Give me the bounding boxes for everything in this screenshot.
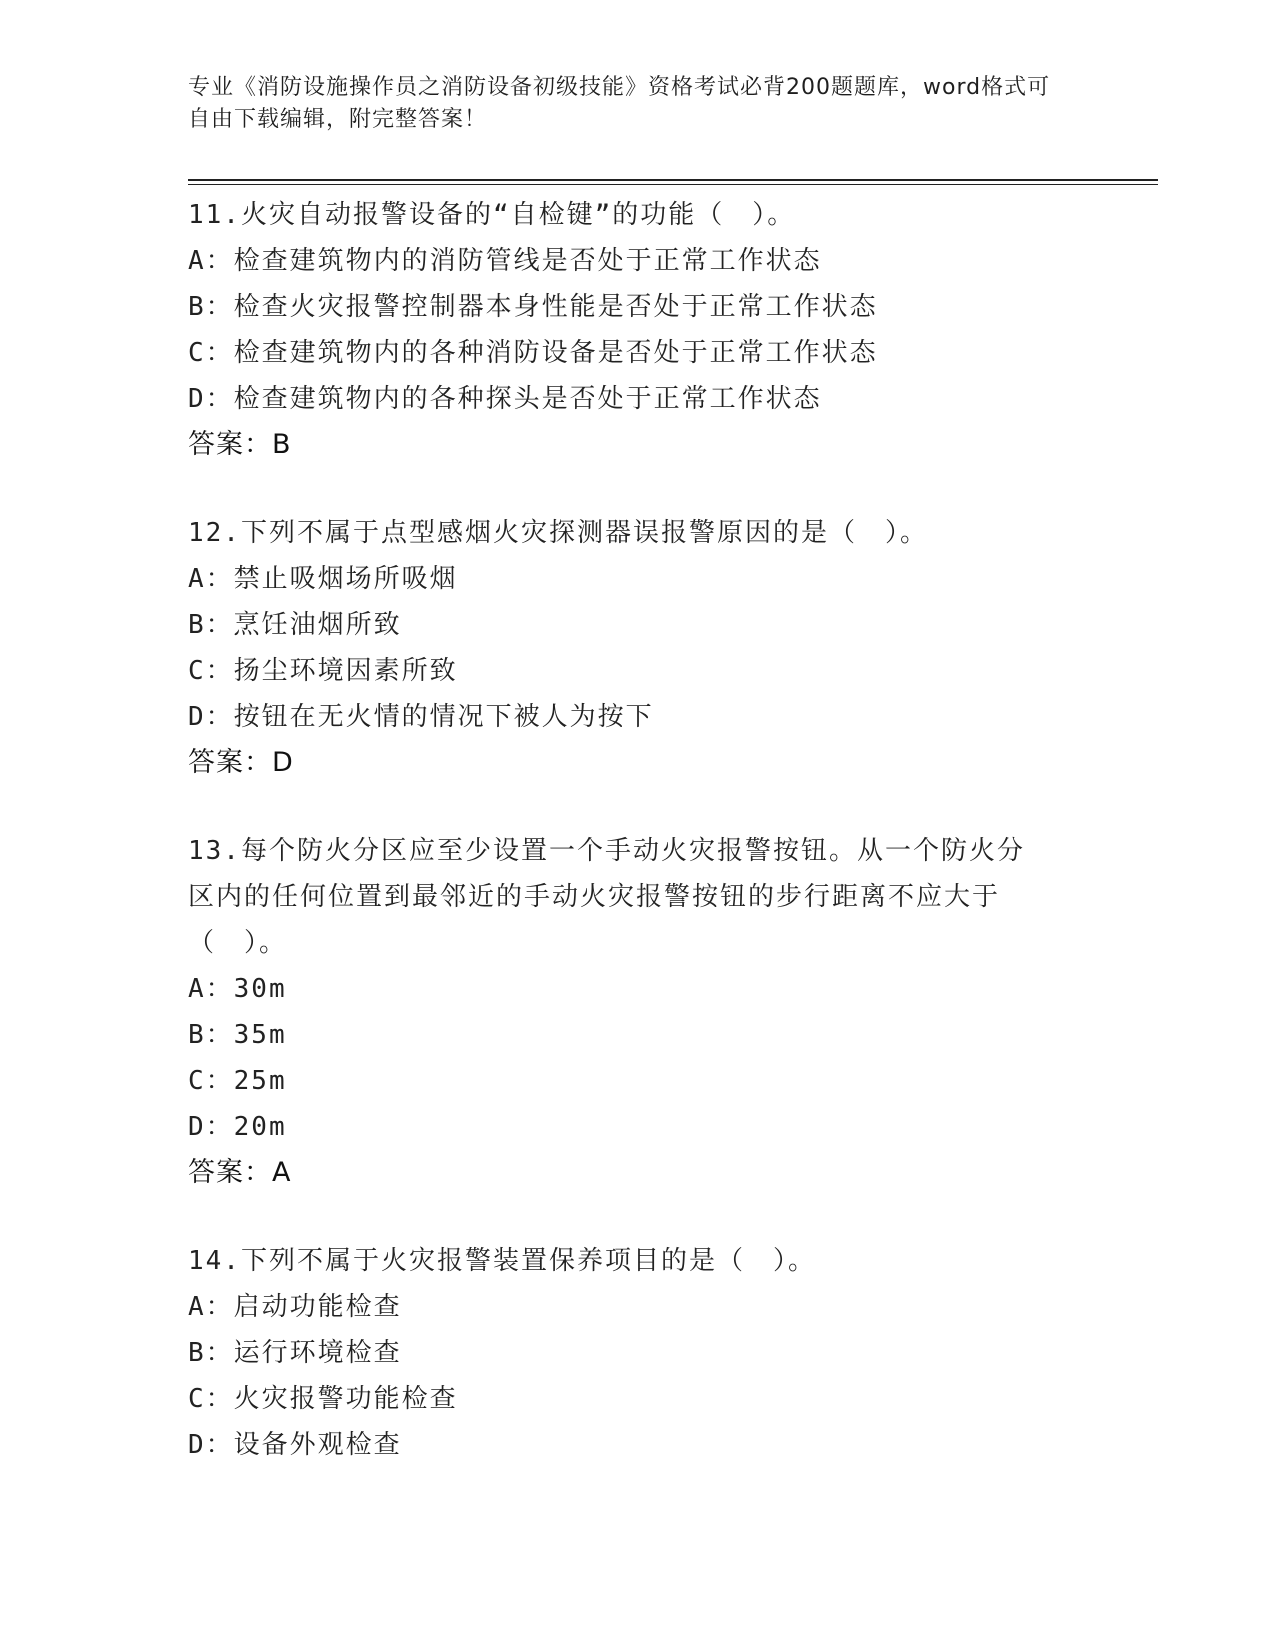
question-list [188, 192, 1088, 1510]
answer-key: 答案：D [188, 747, 294, 778]
question-11 [188, 192, 1088, 468]
question-stem: 12.下列不属于点型感烟火灾探测器误报警原因的是（ ）。 [188, 518, 928, 548]
question-12 [188, 510, 1088, 786]
question-13 [188, 828, 1088, 1196]
option-b: B：运行环境检查 [188, 1338, 402, 1368]
document-header: 专业《消防设施操作员之消防设备初级技能》资格考试必背200题题库，word格式可自由下载编辑，附完整答案！ [188, 75, 1051, 132]
question-stem: 14.下列不属于火灾报警装置保养项目的是（ ）。 [188, 1246, 816, 1276]
answer-key: 答案：A [188, 1157, 292, 1188]
option-a: A：30m [188, 974, 287, 1004]
option-c: C：25m [188, 1066, 287, 1096]
option-d: D：按钮在无火情的情况下被人为按下 [188, 702, 654, 732]
option-d: D：20m [188, 1112, 287, 1142]
option-a: A：检查建筑物内的消防管线是否处于正常工作状态 [188, 246, 822, 276]
question-14 [188, 1238, 1088, 1468]
option-c: C：火灾报警功能检查 [188, 1384, 458, 1414]
option-a: A：启动功能检查 [188, 1292, 402, 1322]
question-stem: 13.每个防火分区应至少设置一个手动火灾报警按钮。从一个防火分区内的任何位置到最邻近的手动火灾报警按钮的步行距离不应大于（ ）。 [188, 836, 1025, 958]
answer-key: 答案：B [188, 429, 292, 460]
option-a: A：禁止吸烟场所吸烟 [188, 564, 458, 594]
header-divider [188, 179, 1158, 181]
option-c: C：检查建筑物内的各种消防设备是否处于正常工作状态 [188, 338, 878, 368]
option-b: B：烹饪油烟所致 [188, 610, 402, 640]
question-stem: 11.火灾自动报警设备的“自检键”的功能（ ）。 [188, 200, 796, 230]
option-c: C：扬尘环境因素所致 [188, 656, 458, 686]
header-divider-thin [188, 184, 1158, 185]
option-d: D：设备外观检查 [188, 1430, 402, 1460]
option-b: B：35m [188, 1020, 287, 1050]
option-d: D：检查建筑物内的各种探头是否处于正常工作状态 [188, 384, 822, 414]
option-b: B：检查火灾报警控制器本身性能是否处于正常工作状态 [188, 292, 878, 322]
